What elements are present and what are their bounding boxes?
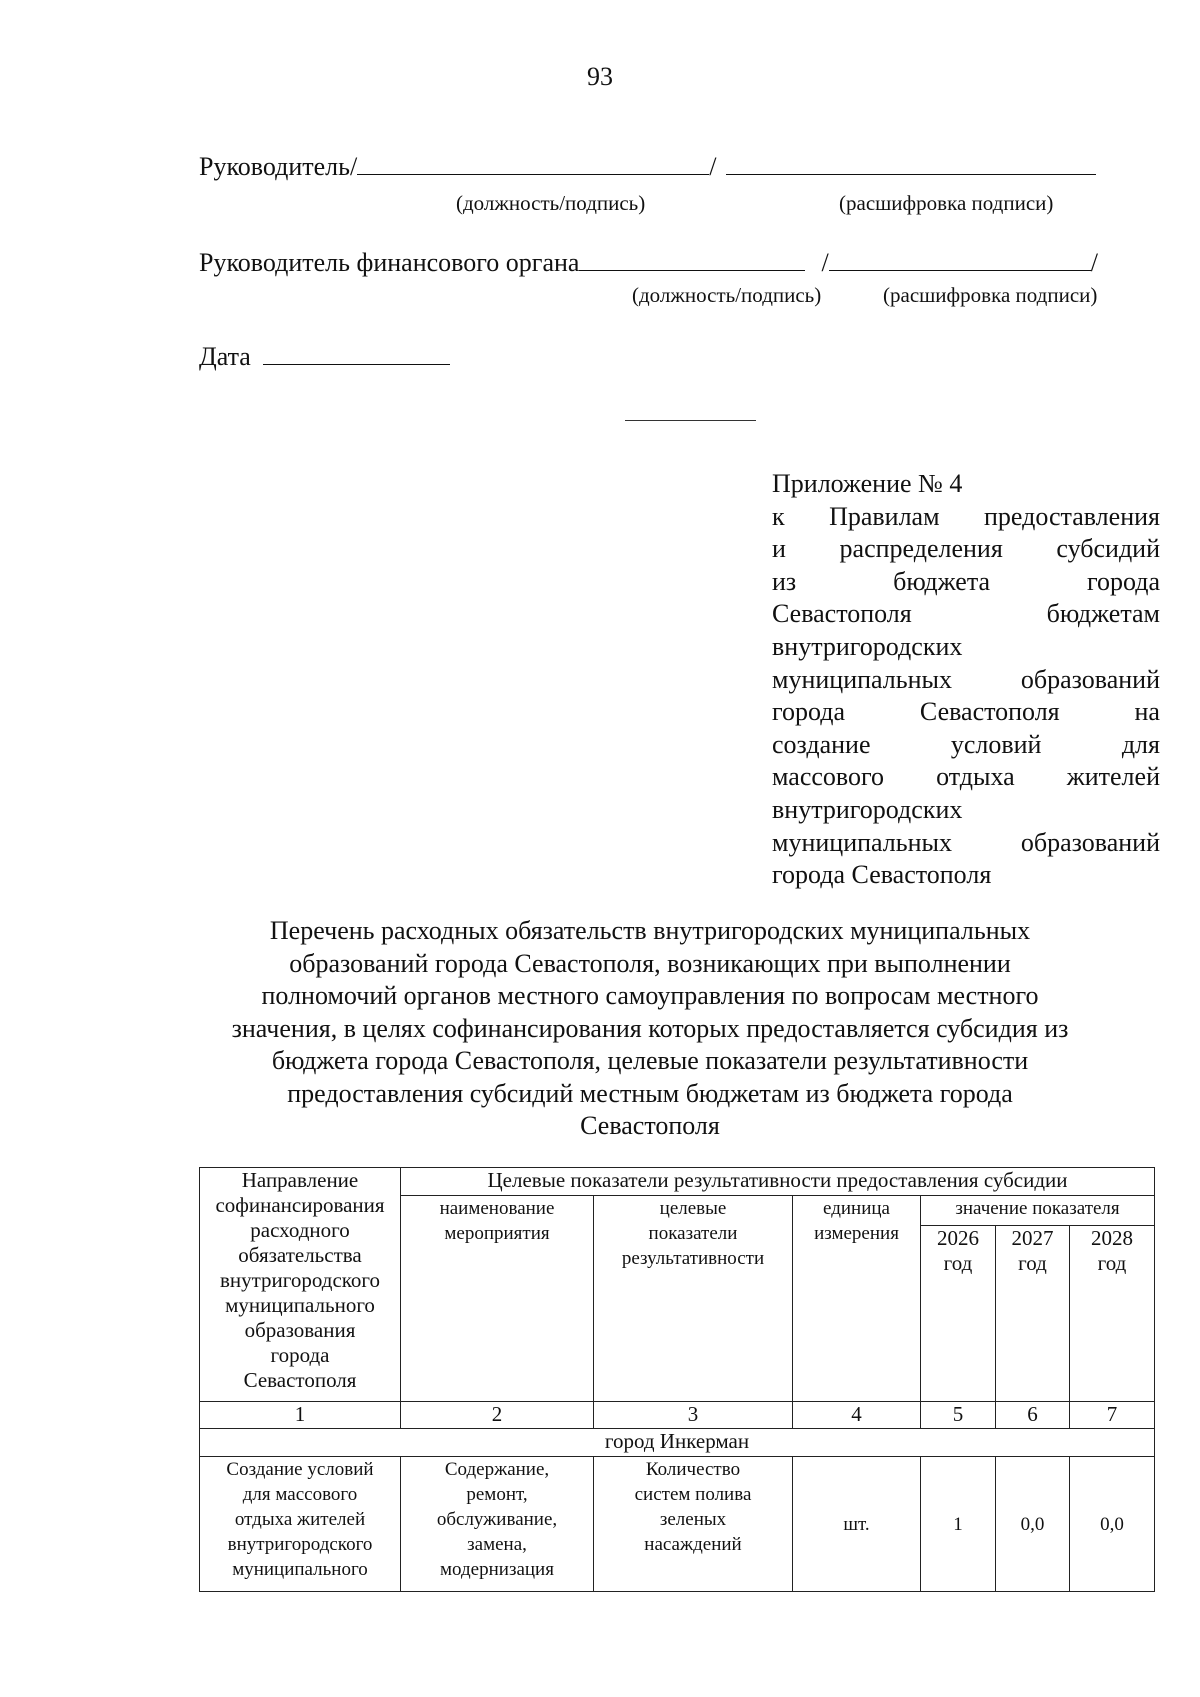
- heading-line: Севастополя: [580, 1111, 720, 1140]
- head-slash: /: [709, 152, 717, 181]
- column-number: 7: [1070, 1401, 1155, 1428]
- date-line: [199, 340, 450, 372]
- cell-line: зеленых: [659, 1509, 727, 1530]
- year-line: 2028: [1091, 1226, 1133, 1251]
- appendix-word: массового: [772, 762, 885, 792]
- date-label: Дата: [199, 342, 251, 371]
- heading-line: образований города Севастополя, возникающих при выполнении: [289, 948, 1011, 978]
- appendix-word: предоставления: [984, 501, 1160, 531]
- appendix-title: Приложение № 4: [772, 469, 963, 498]
- appendix-word: на: [1134, 697, 1160, 727]
- document-heading: [200, 915, 1100, 1143]
- header-indicators: [594, 1196, 793, 1401]
- appendix-line: [772, 827, 1160, 860]
- heading-line: значения, в целях софинансирования которых предоставляется субсидия из: [231, 1013, 1069, 1043]
- year-line: 2027: [1011, 1226, 1054, 1251]
- appendix-text: [772, 501, 1160, 892]
- separator-line: [625, 420, 756, 421]
- heading-line: предоставления субсидий местным бюджетам из бюджета города: [287, 1078, 1013, 1108]
- header-year-2026: [921, 1226, 996, 1401]
- appendix-word: образований: [1020, 827, 1160, 857]
- appendix-line: [772, 859, 1160, 892]
- heading-line: полномочий органов местного самоуправления по вопросам местного: [261, 981, 1039, 1010]
- appendix-word: и: [772, 534, 786, 564]
- appendix-word: города: [772, 697, 846, 727]
- finance-slash: /: [821, 248, 829, 277]
- appendix-word: города Севастополя: [772, 860, 992, 890]
- date-blank: [263, 340, 450, 365]
- cell-line: внутригородского: [227, 1534, 373, 1555]
- cell-line: отдыха жителей: [234, 1509, 366, 1530]
- appendix-word: Севастополя: [772, 599, 912, 629]
- finance-caption-position: (должность/подпись): [632, 283, 822, 307]
- appendix-word: муниципальных: [772, 827, 953, 857]
- cell-line: муниципального: [232, 1559, 368, 1580]
- appendix-word: бюджета: [893, 566, 991, 596]
- year-line: год: [1018, 1251, 1047, 1276]
- header-line: показатели: [648, 1223, 738, 1245]
- appendix-word: из: [772, 566, 797, 596]
- cell-line: модернизация: [440, 1559, 554, 1580]
- cell-indicator: [594, 1457, 793, 1592]
- appendix-word: муниципальных: [772, 664, 953, 694]
- appendix-line: [772, 501, 1160, 534]
- header-line: обязательства: [238, 1243, 362, 1267]
- appendix-word: внутригородских: [772, 631, 963, 661]
- cell-direction: [200, 1457, 401, 1592]
- appendix-word: отдыха: [936, 762, 1015, 792]
- appendix-word: образований: [1020, 664, 1160, 694]
- cell-line: Создание условий: [226, 1459, 374, 1480]
- header-year-2027: [996, 1226, 1070, 1401]
- header-line: результативности: [621, 1248, 765, 1270]
- head-caption-decode: (расшифровка подписи): [839, 191, 1054, 215]
- header-event: [401, 1196, 594, 1401]
- finance-slash-end: /: [1090, 248, 1098, 277]
- appendix-word: Севастополя: [919, 697, 1060, 727]
- header-group: Целевые показатели результативности предоставления субсидии: [401, 1168, 1155, 1196]
- head-label: Руководитель/: [199, 152, 358, 181]
- appendix-word: создание: [772, 729, 871, 759]
- page-number: 93: [587, 62, 613, 91]
- cell-line: замена,: [467, 1534, 527, 1555]
- header-direction: [200, 1168, 401, 1402]
- appendix-word: города: [1086, 566, 1160, 596]
- header-unit: [793, 1196, 921, 1401]
- appendix-line: [772, 761, 1160, 794]
- header-line: единица: [823, 1198, 890, 1220]
- column-number: 6: [996, 1401, 1070, 1428]
- appendix-word: для: [1121, 729, 1160, 759]
- finance-signature-line: [199, 246, 1098, 278]
- heading-line: бюджета города Севастополя, целевые показатели результативности: [271, 1046, 1029, 1075]
- appendix-line: [772, 794, 1160, 827]
- table-row: [200, 1457, 1155, 1592]
- cell-line: Содержание,: [444, 1459, 550, 1480]
- header-line: внутригородского: [219, 1268, 381, 1292]
- cell-line: ремонт,: [466, 1484, 528, 1505]
- appendix-word: субсидий: [1056, 534, 1160, 564]
- header-line: наименование: [439, 1198, 555, 1220]
- appendix-word: к: [772, 501, 785, 531]
- appendix-line: [772, 664, 1160, 697]
- header-line: муниципального: [225, 1293, 375, 1317]
- appendix-line: [772, 729, 1160, 762]
- year-line: год: [943, 1251, 973, 1276]
- section-title: город Инкерман: [200, 1428, 1155, 1456]
- head-position-blank: [357, 150, 709, 175]
- appendix-block: [772, 468, 1160, 892]
- header-line: мероприятия: [444, 1223, 550, 1245]
- appendix-line: [772, 533, 1160, 566]
- appendix-line: [772, 566, 1160, 599]
- appendix-line: [772, 598, 1160, 631]
- cell-unit: шт.: [793, 1457, 921, 1592]
- header-line: Направление: [241, 1168, 359, 1192]
- cell-line: систем полива: [634, 1484, 752, 1505]
- finance-decode-blank: [829, 246, 1091, 271]
- column-number: 5: [921, 1401, 996, 1428]
- appendix-word: условий: [950, 729, 1042, 759]
- header-line: города: [270, 1343, 330, 1367]
- cell-line: насаждений: [644, 1534, 742, 1555]
- finance-caption-decode: (расшифровка подписи): [883, 283, 1098, 307]
- appendix-word: жителей: [1066, 762, 1160, 792]
- cell-line: обслуживание,: [436, 1509, 558, 1530]
- head-signature-line: [199, 150, 1096, 182]
- head-decode-blank: [726, 150, 1096, 175]
- year-line: год: [1097, 1251, 1127, 1276]
- header-line: измерения: [814, 1223, 899, 1245]
- column-number: 4: [793, 1401, 921, 1428]
- indicators-table: [199, 1167, 1155, 1592]
- cell-value-2026: 1: [921, 1457, 996, 1592]
- header-line: образования: [244, 1318, 356, 1342]
- appendix-word: внутригородских: [772, 794, 963, 824]
- head-caption-position: (должность/подпись): [456, 191, 646, 215]
- cell-line: для массового: [242, 1484, 358, 1505]
- header-line: целевые: [659, 1198, 727, 1220]
- finance-position-blank: [579, 246, 805, 271]
- column-number: 2: [401, 1401, 594, 1428]
- header-line: софинансирования: [215, 1193, 385, 1217]
- appendix-line: [772, 631, 1160, 664]
- cell-line: Количество: [645, 1459, 741, 1480]
- appendix-word: бюджетам: [1046, 599, 1160, 629]
- heading-line: Перечень расходных обязательств внутригородских муниципальных: [269, 916, 1031, 945]
- header-year-2028: [1070, 1226, 1155, 1401]
- cell-value-2027: 0,0: [996, 1457, 1070, 1592]
- year-line: 2026: [937, 1226, 979, 1251]
- appendix-line: [772, 696, 1160, 729]
- column-number: 3: [594, 1401, 793, 1428]
- appendix-word: Правилам: [829, 501, 940, 531]
- header-line: Севастополя: [243, 1368, 357, 1392]
- header-line: расходного: [250, 1218, 350, 1242]
- column-number: 1: [200, 1401, 401, 1428]
- finance-label: Руководитель финансового органа: [199, 248, 580, 277]
- cell-value-2028: 0,0: [1070, 1457, 1155, 1592]
- appendix-word: распределения: [839, 534, 1003, 564]
- cell-event: [401, 1457, 594, 1592]
- header-value: значение показателя: [921, 1196, 1155, 1226]
- column-numbers-row: [200, 1401, 1155, 1428]
